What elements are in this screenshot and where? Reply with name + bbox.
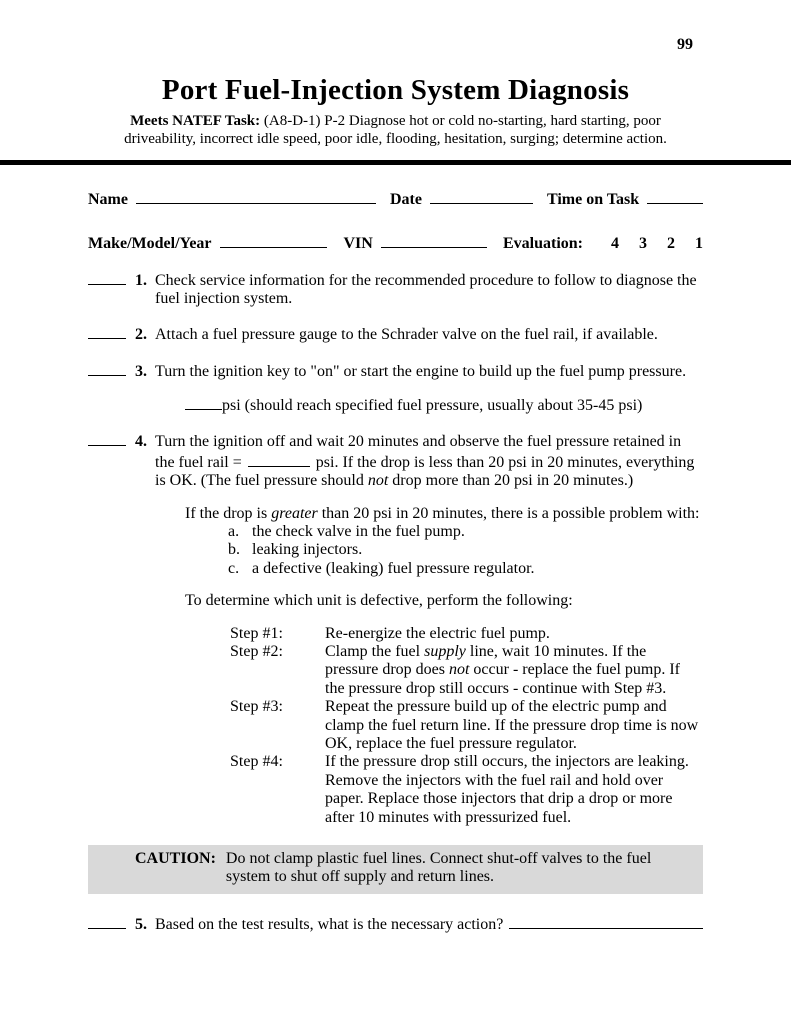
text-segment: Re-energize the electric fuel pump.	[325, 624, 550, 642]
step-text	[325, 625, 703, 643]
text-segment: line, wait 10 minutes. If the pressure drop does	[325, 642, 647, 679]
task-text: Turn the ignition key to "on" or start the engine to build up the fuel pump pressure.	[155, 362, 687, 380]
text-segment: psi. If the drop is less than 20 psi in 20 minutes, everything is OK. (The fuel pressure should	[155, 453, 695, 490]
caution-text: Do not clamp plastic fuel lines. Connect shut-off valves to the fuel system to shut off supply and return lines.	[225, 849, 652, 886]
evaluation-score-2: 2	[667, 235, 675, 253]
text-segment-italic: not	[367, 472, 389, 490]
cause-item-c	[228, 560, 703, 578]
cause-label: a.	[228, 523, 240, 541]
necessary-action-blank	[509, 914, 703, 929]
task-item-1	[88, 270, 703, 309]
task-check-blank	[88, 431, 126, 446]
task-text: Based on the test results, what is the necessary action?	[155, 915, 504, 933]
date-blank	[430, 189, 533, 204]
cause-item-b	[228, 541, 703, 559]
step-row-2	[230, 643, 703, 698]
text-segment-italic: not	[448, 661, 470, 679]
step-label: Step #2:	[230, 642, 283, 660]
task-text	[155, 433, 703, 490]
determine-paragraph: To determine which unit is defective, perform the following:	[185, 592, 573, 610]
steps-list	[230, 625, 703, 827]
text-segment: occur - replace the fuel pump. If the pressure drop still occurs - continue with Step #3.	[325, 661, 680, 697]
name-label: Name	[88, 190, 128, 208]
task-item-3	[88, 361, 703, 381]
text-segment: drop more than 20 psi in 20 minutes.)	[388, 472, 634, 490]
cause-text: the check valve in the fuel pump.	[252, 523, 465, 541]
task-number: 3.	[135, 362, 147, 380]
task-check-blank	[88, 914, 126, 929]
step-text	[325, 753, 703, 827]
task-text: Attach a fuel pressure gauge to the Schrader valve on the fuel rail, if available.	[155, 326, 658, 344]
make-model-year-blank	[220, 233, 328, 248]
page-title: Port Fuel-Injection System Diagnosis	[161, 74, 630, 107]
worksheet-body	[0, 189, 791, 934]
psi-note-text: psi (should reach specified fuel pressure, usually about 35-45 psi)	[222, 397, 643, 415]
text-segment: If the drop is	[185, 504, 272, 522]
step-label: Step #4:	[230, 753, 283, 771]
evaluation-label: Evaluation:	[502, 235, 583, 253]
vin-label: VIN	[343, 235, 373, 253]
task-item-5	[88, 914, 703, 934]
task-number: 2.	[135, 326, 147, 344]
step-label: Step #3:	[230, 698, 283, 716]
task-number: 5.	[135, 915, 147, 933]
psi-note	[185, 395, 703, 415]
natef-task-text: (A8-D-1) P-2 Diagnose hot or cold no-starting, hard starting, poor driveability, incorrect idle speed, poor idle, flooding, hesitation, surging; determine action.	[124, 112, 667, 147]
form-row-identification	[88, 189, 703, 209]
evaluation-score-3: 3	[639, 235, 647, 253]
natef-task	[96, 112, 696, 148]
text-segment: than 20 psi in 20 minutes, there is a possible problem with:	[317, 504, 700, 522]
cause-text: leaking injectors.	[252, 541, 363, 559]
date-label: Date	[389, 190, 422, 208]
text-segment: Repeat the pressure build up of the electric pump and clamp the fuel return line. If the pressure drop time is now OK, replace the fuel pressure regulator.	[325, 698, 699, 752]
cause-label: c.	[228, 559, 240, 577]
step-label: Step #1:	[230, 624, 283, 642]
text-segment: Turn the ignition off and wait 20 minutes and observe the fuel pressure retained in the fuel rail =	[155, 433, 682, 471]
cause-label: b.	[228, 541, 240, 559]
text-segment-italic: greater	[271, 504, 318, 522]
text-segment: If the pressure drop still occurs, the injectors are leaking. Remove the injectors with the fuel rail and hold over paper. Replace those injectors that drip a drop or more after 10 minutes with pressurized fuel.	[325, 753, 689, 826]
step-text	[325, 643, 703, 698]
task-check-blank	[88, 361, 126, 376]
evaluation-score-4: 4	[611, 235, 619, 253]
step-text	[325, 698, 703, 753]
caution-label: CAUTION:	[135, 849, 216, 867]
name-blank	[136, 189, 376, 204]
task-item-4	[88, 431, 703, 490]
greater-drop-paragraph	[185, 505, 703, 523]
make-model-year-label: Make/Model/Year	[88, 235, 212, 253]
natef-task-label: Meets NATEF Task:	[130, 112, 261, 129]
task-check-blank	[88, 270, 126, 285]
psi-value-blank	[185, 395, 222, 410]
task-check-blank	[88, 324, 126, 339]
evaluation-score-1: 1	[695, 235, 703, 253]
task-text: Check service information for the recommended procedure to follow to diagnose the fuel injection system.	[155, 271, 697, 307]
page-number: 99	[677, 36, 693, 53]
text-segment-italic: supply	[424, 642, 466, 660]
cause-text: a defective (leaking) fuel pressure regulator.	[252, 559, 535, 577]
task-number: 1.	[135, 271, 147, 289]
text-segment: Clamp the fuel	[325, 642, 425, 660]
task-item-2	[88, 324, 703, 344]
time-on-task-label: Time on Task	[546, 190, 640, 208]
step-row-3	[230, 698, 703, 753]
vin-blank	[381, 233, 487, 248]
form-row-vehicle	[88, 233, 703, 253]
task-number: 4.	[135, 433, 147, 451]
divider-rule	[0, 160, 791, 165]
fuel-rail-psi-blank	[248, 452, 310, 467]
caution-box	[88, 845, 703, 894]
step-row-1	[230, 625, 703, 643]
time-on-task-blank	[647, 189, 703, 204]
cause-item-a	[228, 523, 703, 541]
step-row-4	[230, 753, 703, 827]
